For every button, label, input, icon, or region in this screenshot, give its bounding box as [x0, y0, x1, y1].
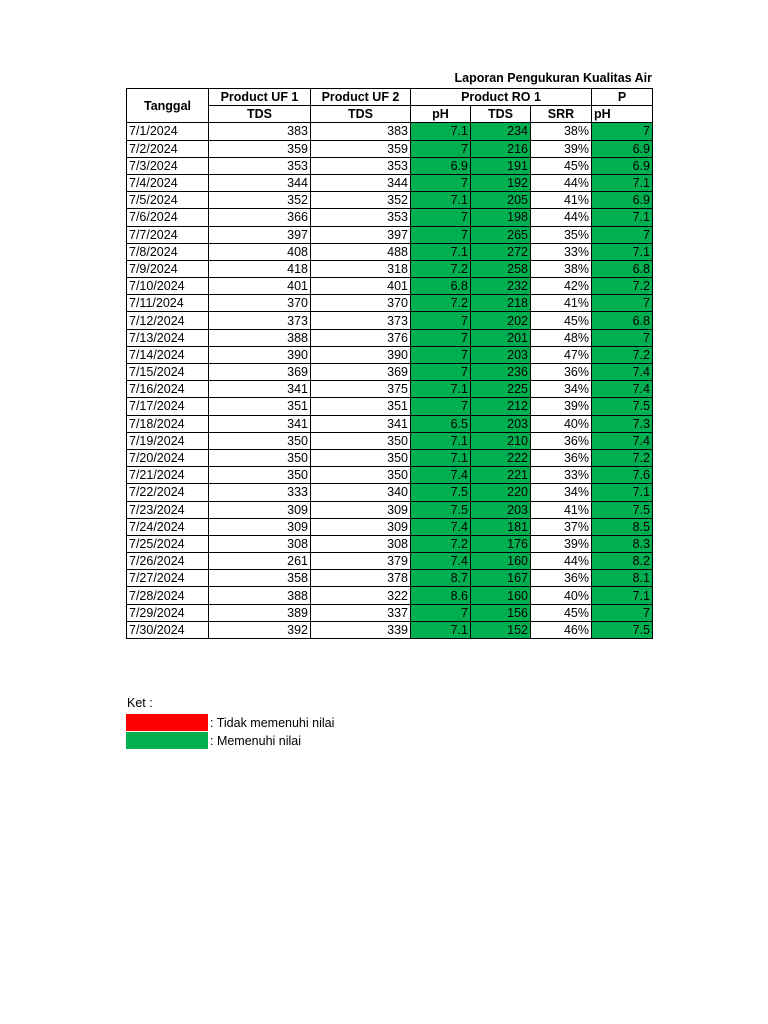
cell-uf2-tds: 370 — [311, 295, 411, 312]
subheader-ro1-ph: pH — [411, 106, 471, 123]
cell-date: 7/22/2024 — [127, 484, 209, 501]
cell-ro1-srr: 34% — [531, 484, 592, 501]
cell-ro1-tds: 160 — [471, 553, 531, 570]
cell-ro2-ph: 7.4 — [592, 364, 653, 381]
cell-date: 7/28/2024 — [127, 587, 209, 604]
cell-ro1-srr: 36% — [531, 449, 592, 466]
cell-uf1-tds: 366 — [209, 209, 311, 226]
table-row — [127, 587, 653, 604]
cell-ro2-ph: 7.1 — [592, 243, 653, 260]
cell-date: 7/2/2024 — [127, 140, 209, 157]
cell-uf1-tds: 333 — [209, 484, 311, 501]
cell-ro1-tds: 218 — [471, 295, 531, 312]
cell-ro1-tds: 265 — [471, 226, 531, 243]
cell-ro1-ph: 7 — [411, 398, 471, 415]
cell-ro1-tds: 152 — [471, 621, 531, 638]
cell-uf2-tds: 369 — [311, 364, 411, 381]
cell-ro1-ph: 7.5 — [411, 484, 471, 501]
cell-date: 7/17/2024 — [127, 398, 209, 415]
cell-ro1-srr: 41% — [531, 501, 592, 518]
cell-uf2-tds: 344 — [311, 174, 411, 191]
table-row — [127, 518, 653, 535]
cell-uf2-tds: 308 — [311, 535, 411, 552]
cell-ro1-srr: 45% — [531, 312, 592, 329]
cell-uf1-tds: 358 — [209, 570, 311, 587]
cell-ro2-ph: 8.2 — [592, 553, 653, 570]
cell-ro1-tds: 160 — [471, 587, 531, 604]
cell-uf2-tds: 341 — [311, 415, 411, 432]
cell-uf2-tds: 375 — [311, 381, 411, 398]
table-row — [127, 484, 653, 501]
cell-ro2-ph: 7.2 — [592, 449, 653, 466]
cell-ro1-srr: 48% — [531, 329, 592, 346]
cell-date: 7/4/2024 — [127, 174, 209, 191]
cell-ro1-ph: 6.8 — [411, 278, 471, 295]
cell-ro2-ph: 7.3 — [592, 415, 653, 432]
table-row — [127, 140, 653, 157]
cell-date: 7/20/2024 — [127, 449, 209, 466]
legend-pass — [126, 732, 301, 749]
cell-date: 7/18/2024 — [127, 415, 209, 432]
cell-uf1-tds: 352 — [209, 192, 311, 209]
cell-ro1-ph: 6.5 — [411, 415, 471, 432]
cell-ro1-srr: 39% — [531, 398, 592, 415]
cell-ro2-ph: 7 — [592, 295, 653, 312]
cell-ro1-tds: 232 — [471, 278, 531, 295]
cell-uf2-tds: 350 — [311, 432, 411, 449]
cell-ro1-tds: 191 — [471, 157, 531, 174]
cell-uf1-tds: 388 — [209, 587, 311, 604]
cell-ro2-ph: 7.5 — [592, 398, 653, 415]
cell-ro1-ph: 8.7 — [411, 570, 471, 587]
header-row-1 — [127, 89, 653, 106]
table-row — [127, 192, 653, 209]
cell-date: 7/10/2024 — [127, 278, 209, 295]
cell-date: 7/23/2024 — [127, 501, 209, 518]
cell-ro1-srr: 44% — [531, 209, 592, 226]
cell-ro1-srr: 40% — [531, 587, 592, 604]
cell-uf2-tds: 353 — [311, 157, 411, 174]
cell-date: 7/11/2024 — [127, 295, 209, 312]
table-body — [127, 123, 653, 639]
cell-uf2-tds: 339 — [311, 621, 411, 638]
cell-ro2-ph: 7.1 — [592, 484, 653, 501]
cell-uf1-tds: 359 — [209, 140, 311, 157]
cell-ro1-tds: 202 — [471, 312, 531, 329]
cell-ro1-tds: 167 — [471, 570, 531, 587]
cell-uf2-tds: 340 — [311, 484, 411, 501]
cell-ro1-srr: 39% — [531, 140, 592, 157]
cell-ro1-tds: 203 — [471, 501, 531, 518]
cell-ro1-srr: 40% — [531, 415, 592, 432]
table-row — [127, 432, 653, 449]
cell-uf1-tds: 341 — [209, 381, 311, 398]
cell-ro1-tds: 212 — [471, 398, 531, 415]
cell-ro1-tds: 222 — [471, 449, 531, 466]
cell-uf2-tds: 376 — [311, 329, 411, 346]
cell-uf1-tds: 397 — [209, 226, 311, 243]
cell-ro1-tds: 272 — [471, 243, 531, 260]
cell-uf1-tds: 383 — [209, 123, 311, 140]
cell-uf1-tds: 392 — [209, 621, 311, 638]
table-row — [127, 501, 653, 518]
cell-ro1-tds: 181 — [471, 518, 531, 535]
cell-ro1-tds: 156 — [471, 604, 531, 621]
cell-date: 7/29/2024 — [127, 604, 209, 621]
cell-uf1-tds: 373 — [209, 312, 311, 329]
cell-ro1-srr: 41% — [531, 192, 592, 209]
cell-ro1-ph: 7 — [411, 346, 471, 363]
cell-ro1-tds: 210 — [471, 432, 531, 449]
cell-ro1-srr: 33% — [531, 243, 592, 260]
cell-ro1-ph: 7.1 — [411, 381, 471, 398]
cell-ro2-ph: 7.1 — [592, 174, 653, 191]
cell-ro2-ph: 7.2 — [592, 278, 653, 295]
table-row — [127, 209, 653, 226]
legend-pass-swatch — [126, 732, 208, 749]
cell-uf2-tds: 309 — [311, 518, 411, 535]
cell-ro1-srr: 36% — [531, 364, 592, 381]
subheader-uf2-tds: TDS — [311, 106, 411, 123]
cell-uf1-tds: 418 — [209, 260, 311, 277]
cell-ro2-ph: 7.4 — [592, 381, 653, 398]
cell-ro1-srr: 44% — [531, 553, 592, 570]
cell-ro1-tds: 203 — [471, 346, 531, 363]
cell-uf1-tds: 350 — [209, 432, 311, 449]
cell-date: 7/25/2024 — [127, 535, 209, 552]
cell-ro1-ph: 7.4 — [411, 467, 471, 484]
cell-uf2-tds: 353 — [311, 209, 411, 226]
cell-ro2-ph: 7.2 — [592, 346, 653, 363]
cell-ro1-ph: 7.5 — [411, 501, 471, 518]
cell-date: 7/19/2024 — [127, 432, 209, 449]
cell-ro2-ph: 7.4 — [592, 432, 653, 449]
cell-ro1-srr: 47% — [531, 346, 592, 363]
cell-ro1-ph: 7.2 — [411, 535, 471, 552]
cell-ro2-ph: 7.5 — [592, 621, 653, 638]
cell-date: 7/3/2024 — [127, 157, 209, 174]
cell-uf1-tds: 344 — [209, 174, 311, 191]
cell-ro1-srr: 37% — [531, 518, 592, 535]
cell-ro1-ph: 6.9 — [411, 157, 471, 174]
cell-uf1-tds: 309 — [209, 501, 311, 518]
cell-ro1-ph: 7 — [411, 329, 471, 346]
header-product-uf1: Product UF 1 — [209, 89, 311, 106]
cell-ro1-ph: 7 — [411, 140, 471, 157]
cell-uf1-tds: 261 — [209, 553, 311, 570]
cell-ro1-srr: 45% — [531, 157, 592, 174]
cell-date: 7/8/2024 — [127, 243, 209, 260]
header-product-uf2: Product UF 2 — [311, 89, 411, 106]
cell-ro1-ph: 8.6 — [411, 587, 471, 604]
cell-date: 7/1/2024 — [127, 123, 209, 140]
cell-ro2-ph: 6.8 — [592, 312, 653, 329]
header-product-ro2-partial: P — [592, 89, 653, 106]
cell-ro2-ph: 7.5 — [592, 501, 653, 518]
table-row — [127, 226, 653, 243]
cell-ro2-ph: 7 — [592, 123, 653, 140]
cell-ro1-tds: 216 — [471, 140, 531, 157]
cell-ro1-srr: 38% — [531, 260, 592, 277]
cell-uf2-tds: 378 — [311, 570, 411, 587]
cell-ro2-ph: 8.1 — [592, 570, 653, 587]
cell-ro1-ph: 7 — [411, 312, 471, 329]
cell-ro1-ph: 7.1 — [411, 449, 471, 466]
table-row — [127, 398, 653, 415]
table-row — [127, 157, 653, 174]
cell-uf1-tds: 389 — [209, 604, 311, 621]
cell-ro2-ph: 7.1 — [592, 587, 653, 604]
cell-ro2-ph: 6.9 — [592, 192, 653, 209]
table-row — [127, 415, 653, 432]
table-row — [127, 329, 653, 346]
cell-uf2-tds: 390 — [311, 346, 411, 363]
cell-uf2-tds: 350 — [311, 467, 411, 484]
cell-ro1-tds: 198 — [471, 209, 531, 226]
cell-uf1-tds: 408 — [209, 243, 311, 260]
cell-ro1-tds: 205 — [471, 192, 531, 209]
cell-ro1-tds: 258 — [471, 260, 531, 277]
cell-uf2-tds: 383 — [311, 123, 411, 140]
cell-date: 7/13/2024 — [127, 329, 209, 346]
cell-uf1-tds: 390 — [209, 346, 311, 363]
cell-ro1-srr: 38% — [531, 123, 592, 140]
cell-uf2-tds: 359 — [311, 140, 411, 157]
cell-uf2-tds: 397 — [311, 226, 411, 243]
cell-ro1-ph: 7.2 — [411, 295, 471, 312]
subheader-ro2-ph: pH — [592, 106, 653, 123]
cell-ro2-ph: 8.3 — [592, 535, 653, 552]
cell-ro1-srr: 41% — [531, 295, 592, 312]
cell-ro1-srr: 33% — [531, 467, 592, 484]
cell-date: 7/12/2024 — [127, 312, 209, 329]
cell-uf2-tds: 322 — [311, 587, 411, 604]
cell-ro1-tds: 176 — [471, 535, 531, 552]
table-row — [127, 312, 653, 329]
cell-ro1-tds: 225 — [471, 381, 531, 398]
cell-uf1-tds: 401 — [209, 278, 311, 295]
cell-ro2-ph: 6.8 — [592, 260, 653, 277]
cell-ro1-srr: 42% — [531, 278, 592, 295]
header-product-ro1: Product RO 1 — [411, 89, 592, 106]
cell-uf2-tds: 379 — [311, 553, 411, 570]
cell-ro1-tds: 203 — [471, 415, 531, 432]
cell-ro2-ph: 7 — [592, 226, 653, 243]
table-row — [127, 243, 653, 260]
cell-date: 7/7/2024 — [127, 226, 209, 243]
cell-uf1-tds: 369 — [209, 364, 311, 381]
cell-date: 7/15/2024 — [127, 364, 209, 381]
cell-ro1-tds: 220 — [471, 484, 531, 501]
cell-uf2-tds: 309 — [311, 501, 411, 518]
cell-ro1-ph: 7.4 — [411, 518, 471, 535]
cell-ro1-srr: 44% — [531, 174, 592, 191]
cell-ro1-tds: 234 — [471, 123, 531, 140]
table-row — [127, 535, 653, 552]
table-row — [127, 621, 653, 638]
cell-uf1-tds: 308 — [209, 535, 311, 552]
cell-uf1-tds: 370 — [209, 295, 311, 312]
table-row — [127, 174, 653, 191]
cell-date: 7/16/2024 — [127, 381, 209, 398]
table-row — [127, 295, 653, 312]
cell-uf2-tds: 351 — [311, 398, 411, 415]
cell-ro1-srr: 46% — [531, 621, 592, 638]
water-quality-table — [126, 88, 653, 639]
cell-uf1-tds: 351 — [209, 398, 311, 415]
legend-fail-label: : Tidak memenuhi nilai — [210, 715, 335, 730]
subheader-ro1-srr: SRR — [531, 106, 592, 123]
cell-ro1-ph: 7.1 — [411, 192, 471, 209]
cell-uf1-tds: 309 — [209, 518, 311, 535]
cell-uf2-tds: 488 — [311, 243, 411, 260]
cell-ro1-tds: 201 — [471, 329, 531, 346]
cell-ro1-ph: 7 — [411, 604, 471, 621]
cell-ro2-ph: 7.1 — [592, 209, 653, 226]
cell-date: 7/26/2024 — [127, 553, 209, 570]
cell-uf1-tds: 341 — [209, 415, 311, 432]
legend-fail — [126, 714, 334, 731]
table-row — [127, 346, 653, 363]
cell-date: 7/30/2024 — [127, 621, 209, 638]
cell-uf2-tds: 401 — [311, 278, 411, 295]
cell-ro1-ph: 7.1 — [411, 432, 471, 449]
cell-date: 7/14/2024 — [127, 346, 209, 363]
cell-ro1-srr: 35% — [531, 226, 592, 243]
cell-ro1-tds: 221 — [471, 467, 531, 484]
cell-date: 7/5/2024 — [127, 192, 209, 209]
cell-ro1-ph: 7.1 — [411, 123, 471, 140]
table-row — [127, 570, 653, 587]
cell-date: 7/21/2024 — [127, 467, 209, 484]
cell-ro1-ph: 7.2 — [411, 260, 471, 277]
cell-date: 7/9/2024 — [127, 260, 209, 277]
subheader-uf1-tds: TDS — [209, 106, 311, 123]
cell-ro1-ph: 7 — [411, 174, 471, 191]
cell-uf1-tds: 353 — [209, 157, 311, 174]
cell-uf2-tds: 318 — [311, 260, 411, 277]
cell-uf1-tds: 350 — [209, 449, 311, 466]
table-row — [127, 604, 653, 621]
cell-ro2-ph: 6.9 — [592, 140, 653, 157]
cell-ro2-ph: 7 — [592, 604, 653, 621]
header-tanggal: Tanggal — [127, 89, 209, 123]
cell-ro2-ph: 8.5 — [592, 518, 653, 535]
cell-ro2-ph: 7 — [592, 329, 653, 346]
cell-date: 7/24/2024 — [127, 518, 209, 535]
table-row — [127, 123, 653, 140]
cell-ro1-tds: 236 — [471, 364, 531, 381]
cell-ro1-srr: 36% — [531, 432, 592, 449]
table-row — [127, 278, 653, 295]
cell-ro1-srr: 36% — [531, 570, 592, 587]
cell-uf2-tds: 350 — [311, 449, 411, 466]
cell-ro1-ph: 7.1 — [411, 243, 471, 260]
cell-ro2-ph: 6.9 — [592, 157, 653, 174]
cell-ro1-ph: 7.4 — [411, 553, 471, 570]
cell-uf2-tds: 352 — [311, 192, 411, 209]
table-row — [127, 467, 653, 484]
table-row — [127, 449, 653, 466]
cell-ro1-ph: 7.1 — [411, 621, 471, 638]
cell-uf2-tds: 337 — [311, 604, 411, 621]
table-row — [127, 553, 653, 570]
report-title: Laporan Pengukuran Kualitas Air — [454, 71, 652, 85]
cell-date: 7/6/2024 — [127, 209, 209, 226]
legend-fail-swatch — [126, 714, 208, 731]
cell-ro1-srr: 34% — [531, 381, 592, 398]
table-row — [127, 364, 653, 381]
cell-ro2-ph: 7.6 — [592, 467, 653, 484]
cell-ro1-ph: 7 — [411, 209, 471, 226]
cell-ro1-ph: 7 — [411, 364, 471, 381]
cell-date: 7/27/2024 — [127, 570, 209, 587]
cell-uf1-tds: 388 — [209, 329, 311, 346]
cell-ro1-ph: 7 — [411, 226, 471, 243]
legend-title: Ket : — [127, 696, 153, 710]
cell-uf1-tds: 350 — [209, 467, 311, 484]
subheader-ro1-tds: TDS — [471, 106, 531, 123]
cell-uf2-tds: 373 — [311, 312, 411, 329]
table-row — [127, 260, 653, 277]
cell-ro1-tds: 192 — [471, 174, 531, 191]
cell-ro1-srr: 45% — [531, 604, 592, 621]
cell-ro1-srr: 39% — [531, 535, 592, 552]
legend-pass-label: : Memenuhi nilai — [210, 733, 302, 748]
table-row — [127, 381, 653, 398]
